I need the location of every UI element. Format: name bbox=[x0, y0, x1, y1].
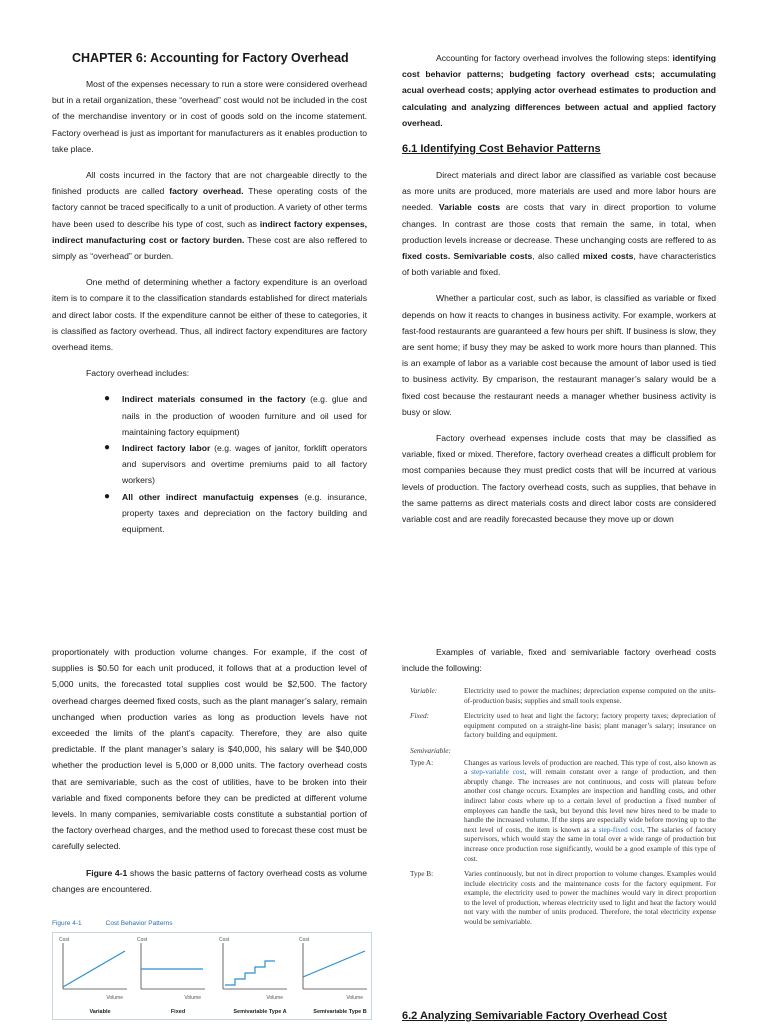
paragraph: Examples of variable, fixed and semivariable factory overhead costs include the following: bbox=[402, 647, 716, 674]
row-text bbox=[464, 746, 716, 756]
x-axis-label: Volume bbox=[106, 995, 123, 1001]
cost-examples-table bbox=[410, 686, 716, 933]
table-row bbox=[410, 711, 716, 740]
variable-plot bbox=[57, 939, 129, 993]
figure-panel bbox=[52, 932, 372, 1020]
table-row bbox=[410, 869, 716, 927]
list-item: ● Indirect materials consumed in the factory (e.g. glue and nails in the production of wooden furniture and oil used for maintaining factory equipment) bbox=[104, 393, 367, 437]
row-text: Electricity used to heat and light the factory; factory property taxes; depreciation of equipment computed on a straight-line basis; plant manager’s salary; insurance on factory building and equipment. bbox=[464, 711, 716, 740]
panel-label: Variable bbox=[89, 1009, 111, 1015]
row-label: Type B: bbox=[410, 869, 434, 879]
y-axis-label: Cost bbox=[59, 937, 70, 943]
x-axis-label: Volume bbox=[266, 995, 283, 1001]
panel-label: Semivariable Type A bbox=[233, 1009, 287, 1015]
table-row bbox=[410, 686, 716, 705]
page1-right-column bbox=[402, 50, 716, 537]
overhead-list bbox=[52, 391, 367, 537]
row-label: Type A: bbox=[410, 757, 434, 767]
bullet-icon: ● bbox=[104, 393, 111, 405]
list-item: ● All other indirect manufactuig expenses (e.g. insurance, property taxes and depreciation on the factory building and equipment. bbox=[104, 490, 367, 535]
chapter-title: CHAPTER 6: Accounting for Factory Overhead bbox=[72, 51, 349, 65]
paragraph: Factory overhead expenses include costs that may be classified as variable, fixed or mixed. Therefore, factory overhead creates a difficult problem for most companies because they must predict costs that will be incurred at various levels of production. The factory overhead costs, such as supplies, that behave in the same patterns as direct materials costs and direct labor costs are considered variable cost and are readily forecasted because they move up or down bbox=[402, 433, 716, 525]
page2-left-column bbox=[52, 644, 367, 907]
panel-label: Semivariable Type B bbox=[313, 1009, 367, 1015]
row-text: Electricity used to power the machines; depreciation expense computed on the units-of-production basis; supplies and small tools expense. bbox=[464, 686, 716, 705]
panel-label: Fixed bbox=[170, 1009, 186, 1015]
x-axis-label: Volume bbox=[346, 995, 363, 1001]
row-text: Changes as various levels of production are reached. This type of cost, also known as a step-variable cost, will remain constant over a range of production, and then abruptly change. The increases are not continuous, and costs will plateau before another cost change occurs. Examples are inspection and handling costs, and other indirect labor costs where up to a certain level of production a fixed number of employees can handle the task, but beyond this level new hires need to be made to handle the increased volume. If the steps are especially wide before moving up to the next level of costs, the item is known as a step-fixed cost. The salaries of factory supervisors, which would stay the same in total over a wide range of production but increase once production rose significantly, would be a good example of this type of cost. bbox=[464, 757, 716, 863]
list-item: ● Indirect factory labor (e.g. wages of janitor, forklift operators and supervisors and overtime premiums paid to all factory workers) bbox=[104, 442, 367, 486]
step-line bbox=[225, 961, 275, 985]
paragraph: One methd of determining whether a factory expenditure is an overload item is to compare it to the classification standards established for direct materials and direct labor costs. If the expenditure cannot be either of these to categories, it is classified as factory overhead. Thus, all indirect factory expenditures are factory overhead items. bbox=[52, 277, 367, 353]
page1-left-column bbox=[52, 50, 367, 537]
paragraph: Figure 4-1 shows the basic patterns of factory overhead costs as volume changes are encountered. bbox=[52, 867, 367, 894]
semivariable-b-plot bbox=[297, 939, 369, 993]
y-axis-label: Cost bbox=[137, 937, 148, 943]
cost-behavior-figure bbox=[52, 920, 372, 1020]
row-label: Fixed: bbox=[410, 711, 430, 721]
page2-right-column bbox=[402, 644, 716, 686]
figure-caption: Figure 4-1 Cost Behavior Patterns bbox=[52, 920, 173, 927]
table-row bbox=[410, 758, 716, 864]
y-axis-label: Cost bbox=[219, 937, 230, 943]
bullet-icon: ● bbox=[104, 442, 111, 454]
fixed-chart bbox=[135, 937, 207, 1015]
page-gap bbox=[0, 600, 768, 628]
row-label: Variable: bbox=[410, 686, 438, 695]
semivariable-a-chart bbox=[217, 937, 289, 1015]
y-axis-label: Cost bbox=[299, 937, 310, 943]
row-label: Semivariable: bbox=[410, 745, 451, 755]
paragraph: All costs incurred in the factory that are not chargeable directly to the finished products are called factory overhead. These operating costs of the factory cannot be traced specifically to a unit of production. A variety of other terms have been used to describe his type of cost, such as indirect factory expenses, indirect manufacturing cost or factory burden. These cost are also reffered to simply as “overhead” or burden. bbox=[52, 170, 367, 262]
row-text: Varies continuously, but not in direct proportion to volume changes. Examples would include electricity costs and the maintenance costs for the factory equipment. For example, the electricity used to power the machines would vary in direct proportion to the level of production, whereas electricity used to light and heat the factory would not vary with the number of units produced. Therefore, the total electricity expense would be semivariable. bbox=[464, 869, 716, 927]
table-row bbox=[410, 746, 716, 756]
variable-chart bbox=[57, 937, 129, 1015]
fixed-plot bbox=[135, 939, 207, 993]
paragraph: Accounting for factory overhead involves the following steps: identifying cost behavior patterns; budgeting factory overhead csts; accumulating acual overhead costs; applying actor overhead estimates to production and calculating and analyzing differences between actual and applied factory overhead. bbox=[402, 53, 716, 128]
paragraph: Whether a particular cost, such as labor, is classified as variable or fixed depends on how it reacts to changes in business activity. For example, workers at fast-food restaurants are guaranteed a few hours per shift. If business is slow, they are sent home; if busy they may be asked to work more hours than planned. This is an example of labor as a variable cost because the amount of labor used is tied to business activity. By cmparison, the restaurant manager’s salary would be a fixed cost because the restaurant needs a manager whether business activity is busy or slow. bbox=[402, 293, 716, 417]
bullet-icon: ● bbox=[104, 490, 111, 502]
semivariable-b-chart bbox=[297, 937, 369, 1015]
paragraph: Most of the expenses necessary to run a store were considered overhead but in a retail organization, these “overhead” cost would not be included in the cost of the merchandise inventory or in cost of goods sold on the income statement. Factory overhead is just as important for manufacturers as it enables production to take place. bbox=[52, 79, 367, 154]
next-section-title: 6.2 Analyzing Semivariable Factory Overhead Cost bbox=[402, 1010, 667, 1022]
semivariable-a-plot bbox=[217, 939, 289, 993]
paragraph: proportionately with production volume changes. For example, if the cost of supplies is $0.50 for each unit produced, it follows that at a production level of 5,000 units, the forecasted total supplies cost would be $2,500. The factory overhead charges deemed fixed costs, such as the plant manager’s salary, remain unchanged when production varies as long as production levels have not exceeded the limits of the plant’s capacity. Therefore, they are also quite predictable. If the plant manager’s salary is $40,000, his salary will be $40,000 whether the production level is 5,000 or 8,000 units. The factory overhead costs that are semivariable, such as the cost of utilities, have to be broken into their variable and fixed components before they can be predicted at different volume levels. In many companies, semivariable costs constitute a substantial portion of the factory overhead charges, and the method used to forecast these cost must be carefully selected. bbox=[52, 647, 367, 852]
section-title: 6.1 Identifying Cost Behavior Patterns bbox=[402, 143, 601, 156]
semivariable-b-line bbox=[303, 951, 365, 977]
paragraph: Direct materials and direct labor are classified as variable cost because as more units are produced, more materials are used and more labor hours are needed. Variable costs are costs that vary in direct proportion to volume changes. In contrast are those costs that remain the same, in total, when production levels increase or decrease. These unchanging costs are reffered to as fixed costs. Semivariable costs, also called mixed costs, have characteristics of both variable and fixed. bbox=[402, 170, 716, 278]
variable-line bbox=[63, 951, 125, 987]
paragraph: Factory overhead includes: bbox=[86, 368, 190, 379]
x-axis-label: Volume bbox=[184, 995, 201, 1001]
